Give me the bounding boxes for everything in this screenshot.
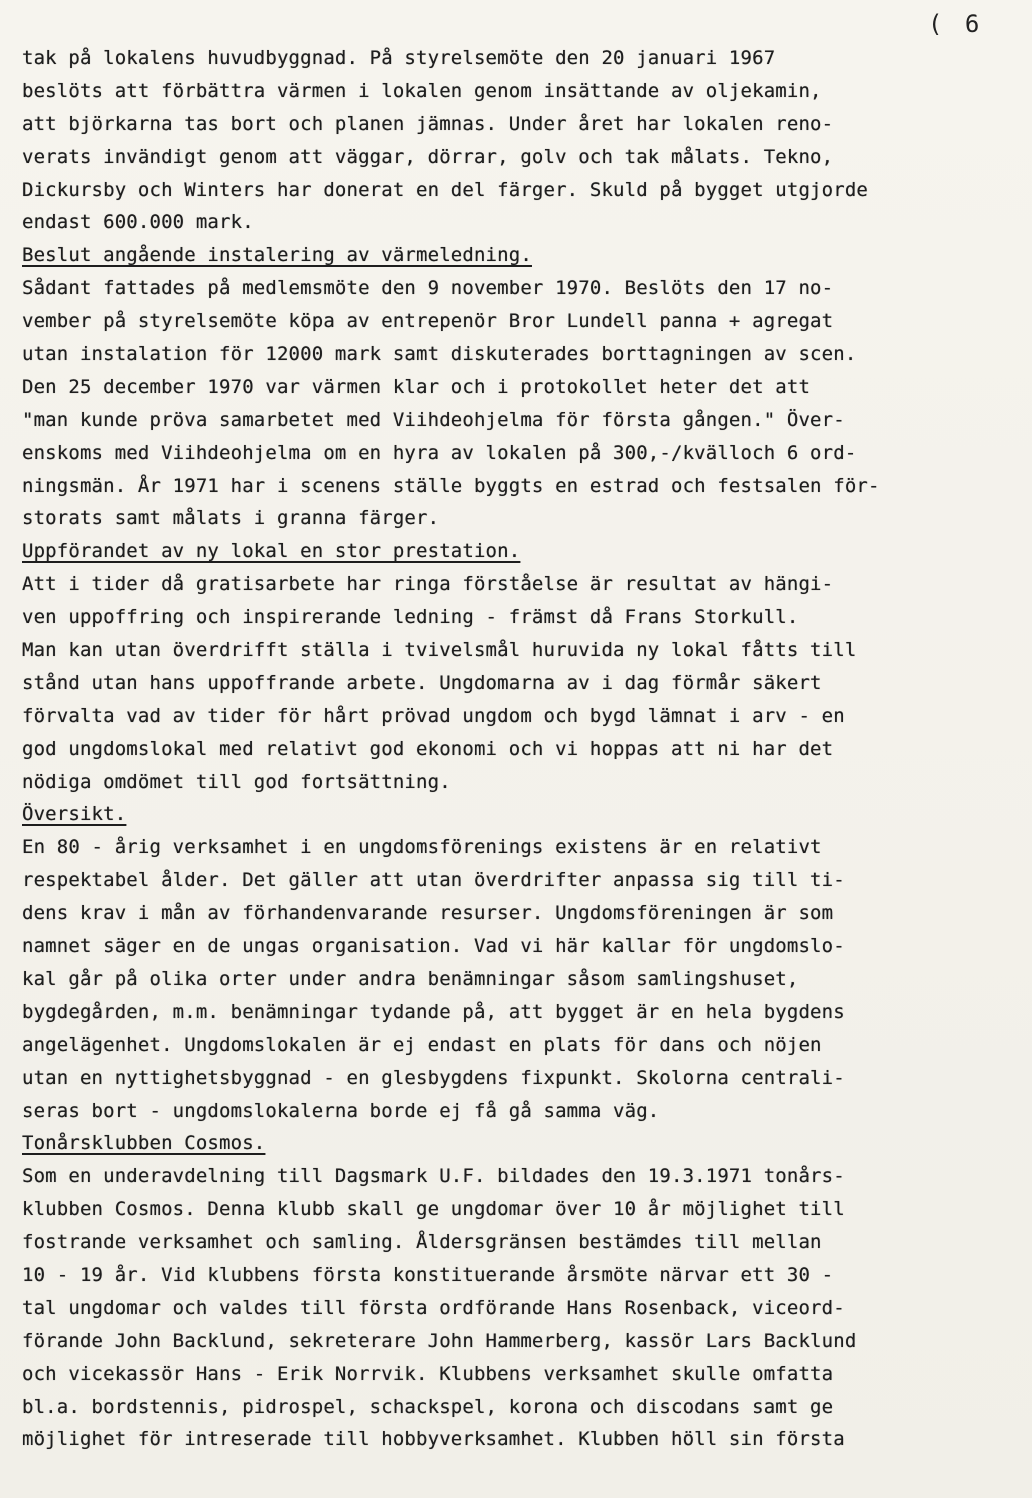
text-line: Den 25 december 1970 var värmen klar och i protokollet heter det att [22,375,811,398]
section-heading: Beslut angående instalering av värmeledning. [22,244,532,267]
text-line: vember på styrelsemöte köpa av entrepenör Bror Lundell panna + agregat [22,310,834,333]
text-line: ven uppoffring och inspirerande ledning - främst då Frans Storkull. [22,606,799,629]
text-line: Dickursby och Winters har donerat en del färger. Skuld på bygget utgjorde [22,178,868,201]
text-line: god ungdomslokal med relativt god ekonomi och vi hoppas att ni har det [22,737,834,760]
text-line: angelägenhet. Ungdomslokalen är ej endast en plats för dans och nöjen [22,1033,822,1056]
text-line: endast 600.000 mark. [22,211,254,234]
text-line: fostrande verksamhet och samling. Åldersgränsen bestämdes till mellan [22,1231,822,1254]
text-line: förande John Backlund, sekreterare John Hammerberg, kassör Lars Backlund [22,1329,857,1352]
text-line: 10 - 19 år. Vid klubbens första konstituerande årsmöte närvar ett 30 - [22,1263,834,1286]
text-line: att björkarna tas bort och planen jämnas. Under året har lokalen reno- [22,112,834,135]
text-line: ningsmän. År 1971 har i scenens ställe byggts en estrad och festsalen för- [22,474,880,497]
body-text [22,42,1012,1456]
text-line: enskoms med Viihdeohjelma om en hyra av lokalen på 300,-/kvälloch 6 ord- [22,441,857,464]
section-heading: Tonårsklubben Cosmos. [22,1132,266,1155]
section-heading: Översikt. [22,803,127,826]
text-line: Man kan utan överdrifft ställa i tvivelsmål huruvida ny lokal fåtts till [22,639,857,662]
text-line: respektabel ålder. Det gäller att utan överdrifter anpassa sig till ti- [22,869,845,892]
page-number: ( 6 [928,10,984,38]
text-line: verats invändigt genom att väggar, dörrar, golv och tak målats. Tekno, [22,145,834,168]
text-line: storats samt målats i granna färger. [22,507,440,530]
text-line: Som en underavdelning till Dagsmark U.F. bildades den 19.3.1971 tonårs- [22,1165,845,1188]
section-heading: Uppförandet av ny lokal en stor prestation. [22,540,521,563]
text-line: kal går på olika orter under andra benämningar såsom samlingshuset, [22,967,799,990]
text-line: Sådant fattades på medlemsmöte den 9 november 1970. Beslöts den 17 no- [22,277,834,300]
text-line: seras bort - ungdomslokalerna borde ej få gå samma väg. [22,1099,660,1122]
text-line: dens krav i mån av förhandenvarande resurser. Ungdomsföreningen är som [22,902,834,925]
text-line: namnet säger en de ungas organisation. Vad vi här kallar för ungdomslo- [22,935,845,958]
text-line: bl.a. bordstennis, pidrospel, schackspel, korona och discodans samt ge [22,1395,834,1418]
text-line: Att i tider då gratisarbete har ringa förståelse är resultat av hängi- [22,573,834,596]
text-line: tak på lokalens huvudbyggnad. På styrelsemöte den 20 januari 1967 [22,47,776,69]
text-line: och vicekassör Hans - Erik Norrvik. Klubbens verksamhet skulle omfatta [22,1362,834,1385]
text-line: utan instalation för 12000 mark samt diskuterades borttagningen av scen. [22,343,857,366]
text-line: stånd utan hans uppoffrande arbete. Ungdomarna av i dag förmår säkert [22,671,822,694]
text-line: bygdegården, m.m. benämningar tydande på, att bygget är en hela bygdens [22,1000,845,1023]
text-line: tal ungdomar och valdes till första ordförande Hans Rosenback, viceord- [22,1296,845,1319]
text-line: utan en nyttighetsbyggnad - en glesbygdens fixpunkt. Skolorna centrali- [22,1066,845,1089]
text-line: klubben Cosmos. Denna klubb skall ge ungdomar över 10 år möjlighet till [22,1198,845,1221]
text-line: En 80 - årig verksamhet i en ungdomsförenings existens är en relativt [22,836,822,859]
text-line: möjlighet för intreserade till hobbyverksamhet. Klubben höll sin första [22,1428,845,1451]
text-line: beslöts att förbättra värmen i lokalen genom insättande av oljekamin, [22,79,822,102]
text-line: förvalta vad av tider för hårt prövad ungdom och bygd lämnat i arv - en [22,704,845,727]
text-line: "man kunde pröva samarbetet med Viihdeohjelma för första gången." Över- [22,408,845,431]
text-line: nödiga omdömet till god fortsättning. [22,770,451,793]
